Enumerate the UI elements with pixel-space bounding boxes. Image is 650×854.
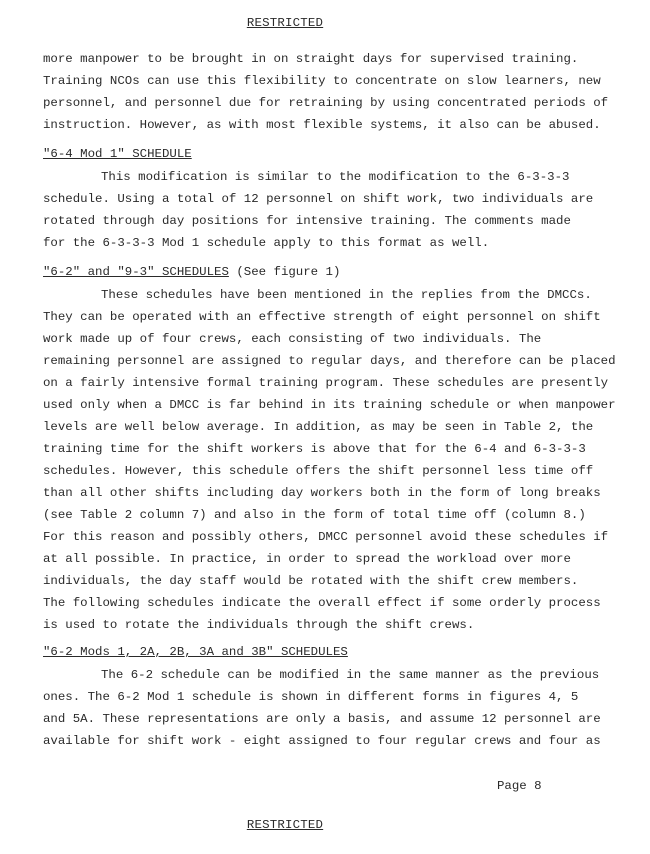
- body-text-line: available for shift work - eight assigned to four regular crews and four as: [43, 734, 601, 748]
- body-text-line: These schedules have been mentioned in the replies from the DMCCs.: [101, 288, 592, 302]
- body-text-line: than all other shifts including day workers both in the form of long breaks: [43, 486, 601, 500]
- section-heading-title: "6-2 Mods 1, 2A, 2B, 3A and 3B" SCHEDULES: [43, 645, 348, 659]
- body-text-line: more manpower to be brought in on straight days for supervised training.: [43, 52, 579, 66]
- body-text-line: is used to rotate the individuals through the shift crews.: [43, 618, 475, 632]
- footer-classification-marking: RESTRICTED: [246, 818, 324, 832]
- body-text-line: For this reason and possibly others, DMCC personnel avoid these schedules if: [43, 530, 609, 544]
- body-text-line: schedules. However, this schedule offers the shift personnel less time off: [43, 464, 594, 478]
- body-text-line: rotated through day positions for intensive training. The comments made: [43, 214, 571, 228]
- body-text-line: training time for the shift workers is above that for the 6-4 and 6-3-3-3: [43, 442, 586, 456]
- body-text-line: and 5A. These representations are only a basis, and assume 12 personnel are: [43, 712, 601, 726]
- body-text-line: remaining personnel are assigned to regular days, and therefore can be placed: [43, 354, 616, 368]
- section-heading-title: "6-4 Mod 1" SCHEDULE: [43, 147, 192, 161]
- body-text-line: Training NCOs can use this flexibility to concentrate on slow learners, new: [43, 74, 601, 88]
- section-heading: [43, 146, 192, 162]
- page-number: Page 8: [497, 779, 542, 793]
- section-heading-title: "6-2" and "9-3" SCHEDULES: [43, 265, 229, 279]
- body-text-line: The following schedules indicate the overall effect if some orderly process: [43, 596, 601, 610]
- body-text-line: for the 6-3-3-3 Mod 1 schedule apply to this format as well.: [43, 236, 490, 250]
- body-text-line: personnel, and personnel due for retraining by using concentrated periods of: [43, 96, 609, 110]
- body-text-line: at all possible. In practice, in order to spread the workload over more: [43, 552, 571, 566]
- body-text-line: This modification is similar to the modification to the 6-3-3-3: [101, 170, 570, 184]
- header-classification-marking: RESTRICTED: [246, 16, 324, 30]
- body-text-line: The 6-2 schedule can be modified in the same manner as the previous: [101, 668, 600, 682]
- body-text-line: levels are well below average. In addition, as may be seen in Table 2, the: [43, 420, 594, 434]
- body-text-line: (see Table 2 column 7) and also in the form of total time off (column 8.): [43, 508, 586, 522]
- body-text-line: instruction. However, as with most flexible systems, it also can be abused.: [43, 118, 601, 132]
- body-text-line: ones. The 6-2 Mod 1 schedule is shown in different forms in figures 4, 5: [43, 690, 579, 704]
- section-heading: [43, 644, 348, 660]
- body-text-line: used only when a DMCC is far behind in its training schedule or when manpower: [43, 398, 616, 412]
- body-text-line: They can be operated with an effective strength of eight personnel on shift: [43, 310, 601, 324]
- body-text-line: on a fairly intensive formal training program. These schedules are presently: [43, 376, 609, 390]
- section-heading: [43, 264, 340, 280]
- body-text-line: individuals, the day staff would be rotated with the shift crew members.: [43, 574, 579, 588]
- body-text-line: work made up of four crews, each consisting of two individuals. The: [43, 332, 542, 346]
- body-text-line: schedule. Using a total of 12 personnel on shift work, two individuals are: [43, 192, 594, 206]
- section-heading-suffix: (See figure 1): [228, 265, 341, 279]
